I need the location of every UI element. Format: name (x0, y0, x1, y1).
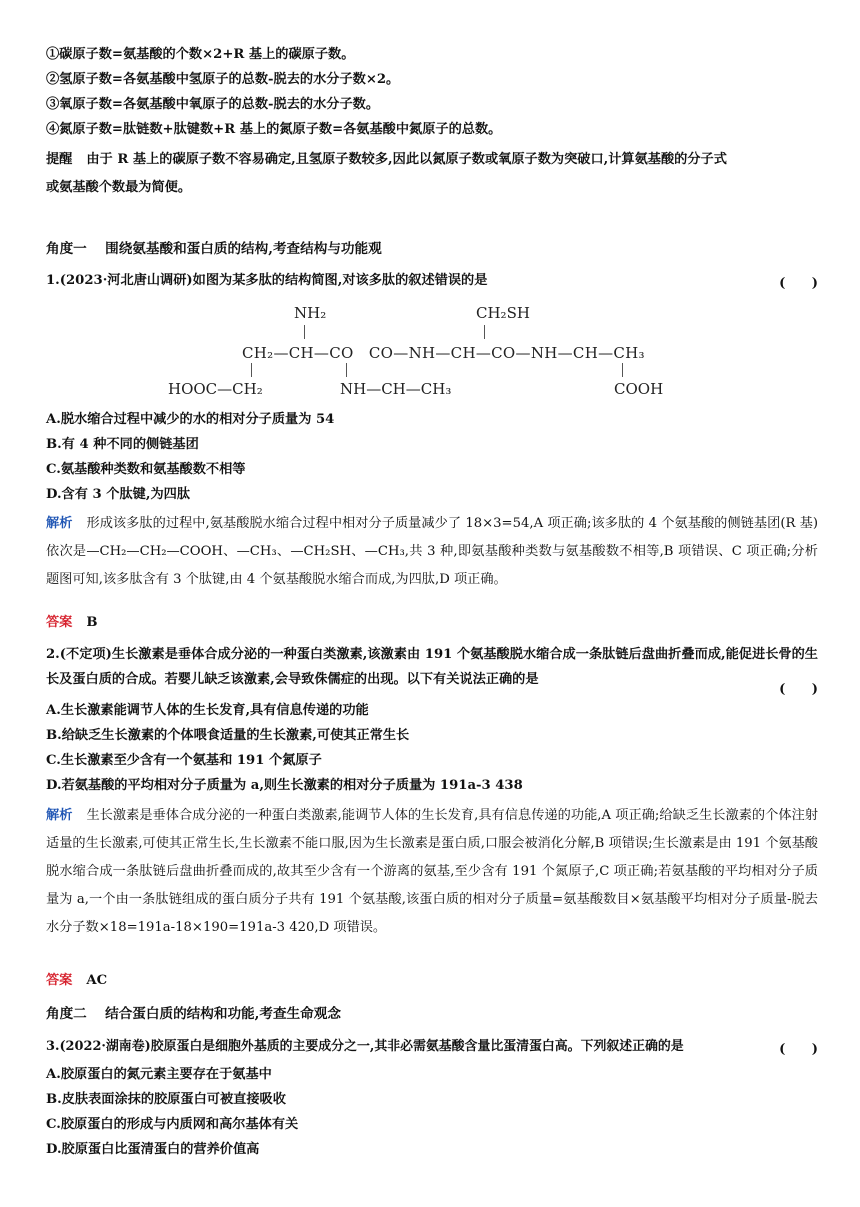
bond-line (304, 325, 305, 339)
answer-label: 答案 (46, 615, 73, 630)
q2-option-c: C.生长激素至少含有一个氨基和 191 个氮原子 (46, 753, 322, 768)
ch2sh-group: CH₂SH (476, 304, 530, 322)
q1-analysis (46, 510, 818, 594)
formula-hydrogen: ②氢原子数=各氨基酸中氢原子的总数-脱去的水分子数×2。 (46, 72, 400, 87)
tip-paragraph (46, 146, 818, 202)
tip-text-1: 由于 R 基上的碳原子数不容易确定,且氢原子数较多,因此以氮原子数或氧原子数为突破口,计算氨基酸的分子式 (86, 152, 727, 167)
bond-line (622, 363, 623, 377)
q2-answer-value: AC (86, 973, 108, 988)
q1-option-b: B.有 4 种不同的侧链基团 (46, 437, 199, 452)
carboxyl-right: COOH (614, 380, 664, 398)
q1-option-d: D.含有 3 个肽键,为四肽 (46, 487, 191, 502)
q3-answer-blank: ( ) (779, 1042, 818, 1057)
side-chain-left: HOOC—CH₂ (168, 380, 263, 398)
q2-analysis-text: 生长激素是垂体合成分泌的一种蛋白类激素,能调节人体的生长发育,具有信息传递的功能,A 项正确;给缺乏生长激素的个体注射适量的生长激素,可使其正常生长,生长激素不能口服,因为生长激素是蛋白质,口服会被消化分解,B 项错误;生长激素是由 191 个氨基酸脱水缩合成一条肽链后盘曲折叠而成的,故其至少含有一个游离的氨基,至少含有 191 个氮原子,C 项正确;若氨基酸的平均相对分子质量为 a,一个由一条肽链组成的蛋白质分子共有 191 个氨基酸,该蛋白质的相对分子质量=氨基酸数目×氨基酸平均相对分子质量-脱去水分子数×18=191a-18×190=191a-3 420,D 项错误。 (46, 808, 819, 935)
analysis-label: 解析 (46, 808, 73, 823)
side-chain-middle: NH—CH—CH₃ (340, 380, 452, 398)
q2-analysis (46, 802, 818, 942)
formula-nitrogen: ④氮原子数=肽链数+肽键数+R 基上的氮原子数=各氨基酸中氮原子的总数。 (46, 122, 502, 137)
q2-option-b: B.给缺乏生长激素的个体喂食适量的生长激素,可使其正常生长 (46, 728, 410, 743)
q1-answer-blank: ( ) (779, 276, 818, 291)
formula-carbon: ①碳原子数=氨基酸的个数×2+R 基上的碳原子数。 (46, 47, 355, 62)
q1-option-a: A.脱水缩合过程中减少的水的相对分子质量为 54 (46, 412, 335, 427)
bond-line (484, 325, 485, 339)
nh2-group: NH₂ (294, 304, 327, 322)
q2-stem: 2.(不定项)生长激素是垂体合成分泌的一种蛋白类激素,该激素由 191 个氨基酸脱水缩合成一条肽链后盘曲折叠而成,能促进长骨的生长及蛋白质的合成。若婴儿缺乏该激素,会导致侏儒症的出现。以下有关说法正确的是 (46, 647, 818, 687)
q1-analysis-text: 形成该多肽的过程中,氨基酸脱水缩合过程中相对分子质量减少了 18×3=54,A 项正确;该多肽的 4 个氨基酸的侧链基团(R 基)依次是—CH₂—CH₂—COOH、—CH₃、—CH₂SH、—CH₃,共 3 种,即氨基酸种类数与氨基酸数不相等,B 项错误、C 项正确;分析题图可知,该多肽含有 3 个肽键,由 4 个氨基酸脱水缩合而成,为四肽,D 项正确。 (46, 516, 819, 587)
q3-option-d: D.胶原蛋白比蛋清蛋白的营养价值高 (46, 1142, 260, 1157)
q3-option-a: A.胶原蛋白的氮元素主要存在于氨基中 (46, 1067, 272, 1082)
formula-oxygen: ③氧原子数=各氨基酸中氧原子的总数-脱去的水分子数。 (46, 97, 380, 112)
analysis-label: 解析 (46, 516, 73, 531)
q1-answer-value: B (86, 615, 98, 630)
q1-answer (46, 614, 98, 632)
q2-option-d: D.若氨基酸的平均相对分子质量为 a,则生长激素的相对分子质量为 191a-3 438 (46, 778, 523, 793)
q3-option-c: C.胶原蛋白的形成与内质网和高尔基体有关 (46, 1117, 299, 1132)
q2-answer (46, 972, 107, 990)
bond-line (251, 363, 252, 377)
tip-label: 提醒 (46, 152, 73, 167)
q2-answer-blank: ( ) (779, 682, 818, 697)
q2-option-a: A.生长激素能调节人体的生长发育,具有信息传递的功能 (46, 703, 369, 718)
q3-option-b: B.皮肤表面涂抹的胶原蛋白可被直接吸收 (46, 1092, 286, 1107)
tip-text-2: 或氨基酸个数最为简便。 (46, 180, 192, 195)
section-heading-angle1: 角度一 围绕氨基酸和蛋白质的结构,考查结构与功能观 (46, 241, 382, 257)
q3-stem: 3.(2022·湖南卷)胶原蛋白是细胞外基质的主要成分之一,其非必需氨基酸含量比蛋清蛋白高。下列叙述正确的是 (46, 1039, 684, 1054)
answer-label: 答案 (46, 973, 73, 988)
section-heading-angle2: 角度二 结合蛋白质的结构和功能,考查生命观念 (46, 1006, 341, 1022)
peptide-structure-diagram (0, 300, 860, 404)
q1-option-c: C.氨基酸种类数和氨基酸数不相等 (46, 462, 246, 477)
q1-stem: 1.(2023·河北唐山调研)如图为某多肽的结构简图,对该多肽的叙述错误的是 (46, 273, 488, 288)
bond-line (346, 363, 347, 377)
main-chain: CH₂—CH—CO CO—NH—CH—CO—NH—CH—CH₃ (242, 344, 645, 362)
